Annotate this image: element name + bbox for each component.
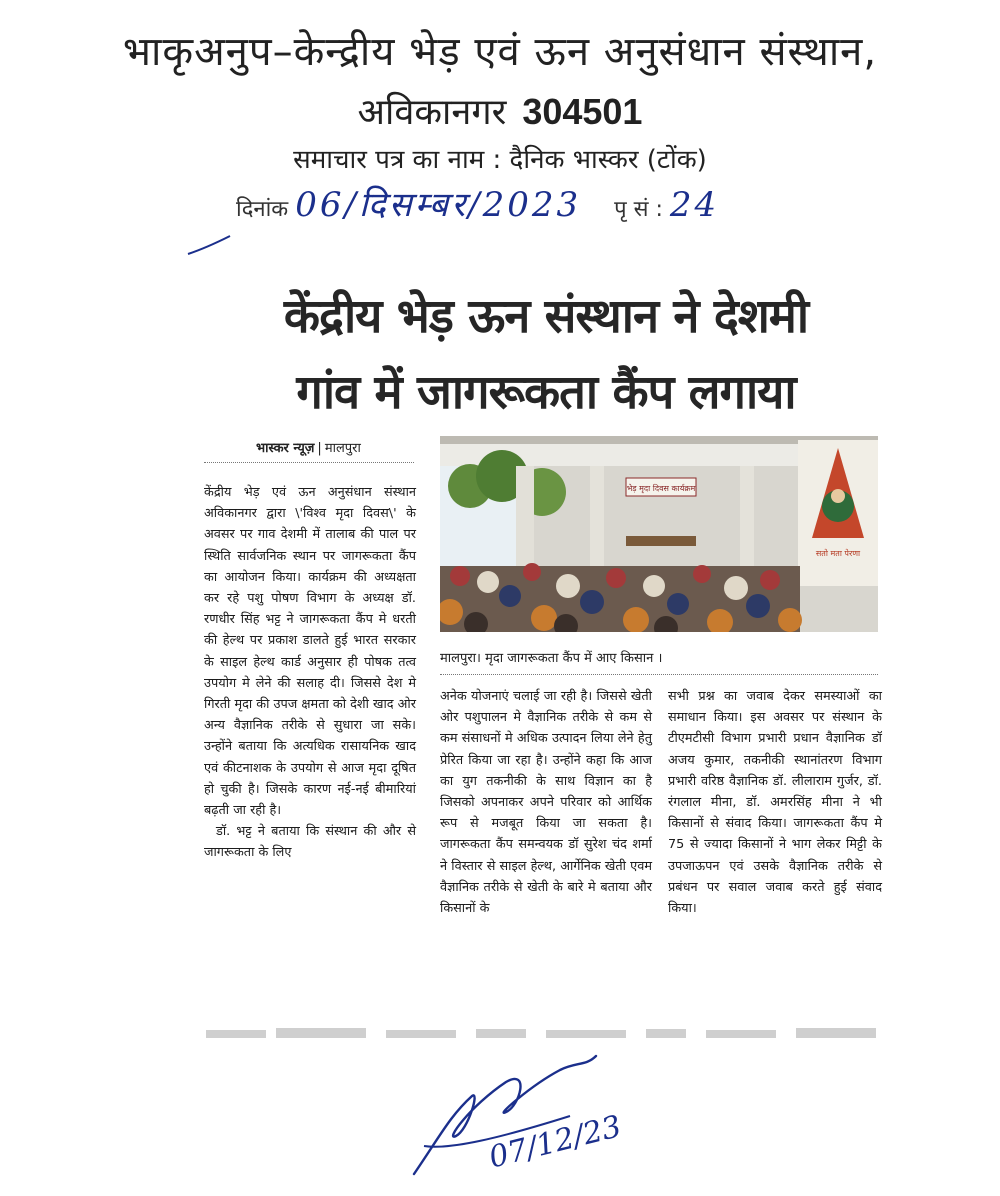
column-3-paragraph-1: सभी प्रश्न का जवाब देकर समस्याओं का समाधान किया। इस अवसर पर संस्थान के टीएमटीसी विभाग प्रभारी प्रधान वैज्ञानिक डॉ अजय कुमार, तकनीकी स्थानांतरण विभाग प्रभारी वरिष्ठ वैज्ञानिक डॉ. लीलाराम गुर्जर, डॉ. रंगलाल मीना, डॉ. अमरसिंह मीना ने भी किसानों से संवाद किया। जागरूकता कैंप मे 75 से ज्यादा किसानों ने भाग लेकर मिट्टी के उपजाऊपन एवं उसके वैज्ञानिक तरीके से प्रबंधन पर सवाल जवाब करते हुई संवाद किया। bbox=[668, 689, 882, 917]
photo-caption: मालपुरा। मृदा जागरूकता कैंप में आए किसान । bbox=[440, 651, 663, 666]
photo-banner: भेड़ मृदा दिवस कार्यक्रम bbox=[626, 484, 696, 493]
date-label: दिनांक bbox=[236, 197, 289, 222]
pen-tick-icon bbox=[186, 234, 232, 256]
article-column-3 bbox=[668, 686, 882, 919]
byline: भास्कर न्यूज़ | मालपुरा bbox=[256, 441, 361, 456]
farmers-gathering-illustration bbox=[440, 436, 878, 632]
pin-code: 304501 bbox=[522, 91, 643, 132]
newspaper-name-line: समाचार पत्र का नाम : दैनिक भास्कर (टोंक) bbox=[293, 145, 707, 175]
article-column-1 bbox=[204, 482, 416, 864]
institute-location-line bbox=[0, 86, 1000, 135]
article-column-2 bbox=[440, 686, 652, 919]
photo-poster-text: सतो मता पेरणा bbox=[815, 549, 861, 558]
handwritten-signature bbox=[410, 1046, 660, 1186]
page-label: पृ सं : bbox=[614, 197, 663, 222]
headline-line-2: गांव में जागरूकता कैंप लगाया bbox=[296, 365, 796, 420]
byline-source: भास्कर न्यूज़ bbox=[256, 441, 315, 456]
news-clipping bbox=[196, 262, 896, 1052]
column-2-paragraph-1: अनेक योजनाएं चलाई जा रही है। जिससे खेती ओर पशुपालन मे वैज्ञानिक तरीके से कम से कम संसाधनों मे अधिक उत्पादन लिया लेने हेतु प्रेरित किया जा रहा है। उन्होंने कहा कि आज का युग तकनीकी के साथ विज्ञान का है जिसको अपनाकर अपने परिवार को आर्थिक रूप से मजबूत किया जा सकता है। जागरूकता कैंप समन्वयक डॉ सुरेश चंद शर्मा ने विस्तार से साइल हेल्थ, आर्गेनिक खेती एवम वैज्ञानिक तरीके से खेती के बारे मे बताया और किसानों के bbox=[440, 689, 652, 917]
location-name: अविकानगर bbox=[357, 92, 507, 133]
institute-name-line: भाकृअनुप–केन्द्रीय भेड़ एवं ऊन अनुसंधान संस्थान, bbox=[122, 29, 878, 75]
date-page-line bbox=[236, 180, 719, 226]
headline-line-1: केंद्रीय भेड़ ऊन संस्थान ने देशमी bbox=[283, 289, 809, 344]
cut-off-next-article bbox=[196, 1024, 896, 1046]
byline-place: मालपुरा bbox=[324, 441, 361, 456]
signature-date: 07/12/23 bbox=[485, 1109, 625, 1176]
news-photo bbox=[440, 436, 878, 632]
column-1-paragraph-2: डॉ. भट्ट ने बताया कि संस्थान की और से जागरूकता के लिए bbox=[204, 824, 416, 861]
byline-rule bbox=[204, 462, 414, 463]
date-handwritten: 06/दिसम्बर/2023 bbox=[295, 185, 582, 225]
page-number-handwritten: 24 bbox=[669, 185, 720, 225]
column-1-paragraph-1: केंद्रीय भेड़ एवं ऊन अनुसंधान संस्थान अविकानगर द्वारा \'विश्व मृदा दिवस\' के अवसर पर गाव देशमी में तालाब की पाल पर स्थिति सार्वजनिक स्थान पर जागरूकता कैंप का आयोजन किया। कार्यक्रम की अध्यक्षता कर रहे पशु पोषण विभाग के अध्यक्ष डॉ. रणधीर सिंह भट्ट ने जागरूकता कैंप मे धरती की हेल्थ पर प्रकाश डालते हुई भारत सरकार के साइल हेल्थ कार्ड अनुसार ही पोषक तत्व उपयोग मे लेने की सलाह दी। जिससे देश मे गिरती मृदा की उपज क्षमता को देशी खाद ओर अन्य वैज्ञानिक तरीके से सुधारा जा सके। उन्होंने बताया कि अत्यधिक रासायनिक खाद एवं कीटनाशक के उपयोग से आज मृदा दूषित हो चुकी है। जिसके कारण नई-नई बीमारियां बढ़ती जा रही है। bbox=[204, 485, 416, 819]
caption-rule bbox=[440, 674, 878, 675]
